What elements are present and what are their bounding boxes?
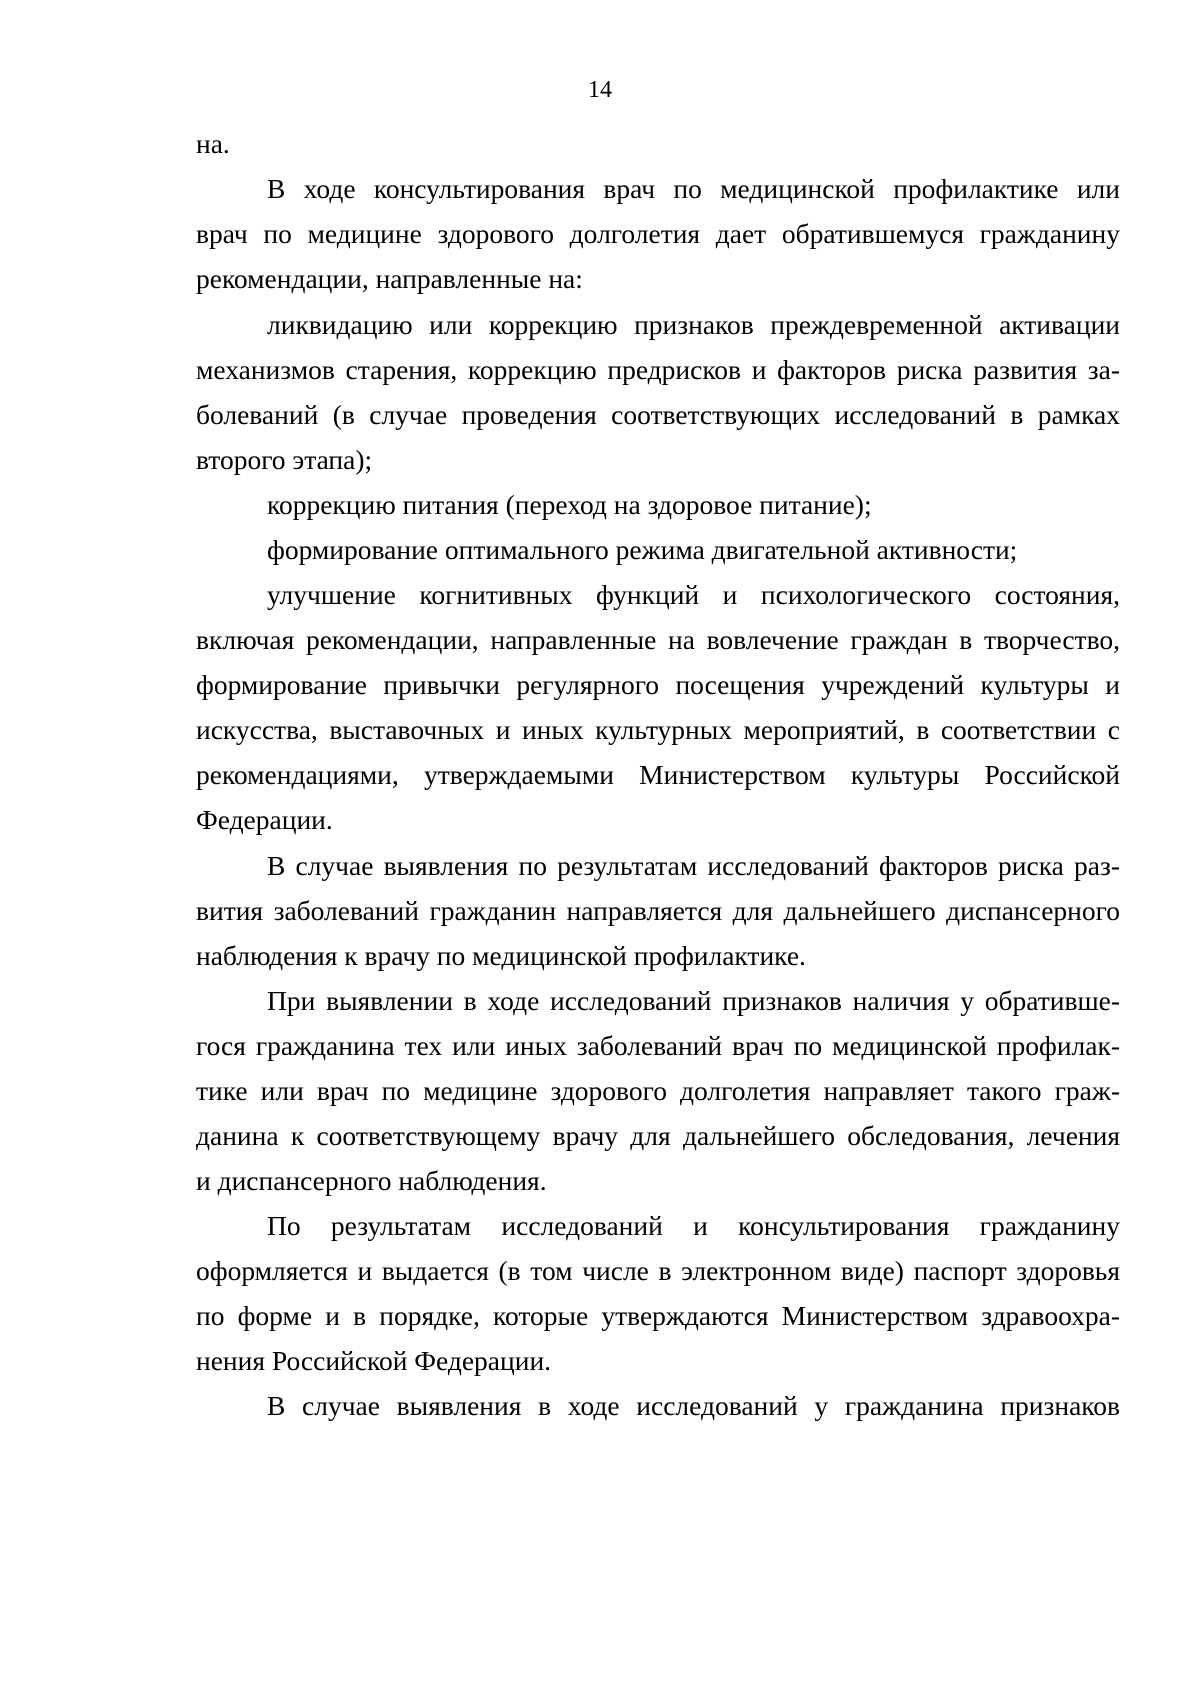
paragraph-first-line: В случае выявления по результатам исследований факторов риска раз-: [267, 850, 1120, 881]
text-line: механизмов старения, коррекцию предрисков и факторов риска развития за-: [196, 354, 1120, 385]
text-line: включая рекомендации, направленные на вовлечение граждан в творчество,: [196, 624, 1120, 655]
paragraph-first-line: коррекцию питания (переход на здоровое питание);: [267, 489, 872, 520]
page-number: 14: [588, 77, 612, 103]
text-line: на.: [196, 128, 230, 159]
paragraph-first-line: ликвидацию или коррекцию признаков преждевременной активации: [267, 309, 1120, 340]
text-line: наблюдения к врачу по медицинской профилактике.: [196, 940, 806, 971]
text-line: Федерации.: [196, 804, 333, 835]
paragraph-first-line: улучшение когнитивных функций и психологического состояния,: [267, 579, 1120, 610]
text-line: второго этапа);: [196, 444, 373, 475]
text-line: данина к соответствующему врачу для дальнейшего обследования, лечения: [196, 1120, 1120, 1151]
paragraph-first-line: При выявлении в ходе исследований признаков наличия у обративше-: [267, 985, 1120, 1016]
paragraph-first-line: формирование оптимального режима двигательной активности;: [267, 534, 1018, 565]
text-line: по форме и в порядке, которые утверждаются Министерством здравоохра-: [196, 1300, 1120, 1331]
text-line: тике или врач по медицине здорового долголетия направляет такого граж-: [196, 1075, 1120, 1106]
paragraph-first-line: В ходе консультирования врач по медицинской профилактике или: [267, 173, 1120, 204]
paragraph-first-line: По результатам исследований и консультирования гражданину: [267, 1210, 1120, 1241]
text-line: искусства, выставочных и иных культурных мероприятий, в соответствии с: [196, 714, 1120, 745]
text-line: гося гражданина тех или иных заболеваний врач по медицинской профилак-: [196, 1030, 1120, 1061]
text-line: рекомендациями, утверждаемыми Министерством культуры Российской: [196, 759, 1120, 790]
text-line: вития заболеваний гражданин направляется для дальнейшего диспансерного: [196, 895, 1120, 926]
text-line: врач по медицине здорового долголетия дает обратившемуся гражданину: [196, 218, 1120, 249]
text-line: и диспансерного наблюдения.: [196, 1165, 547, 1196]
text-line: болеваний (в случае проведения соответствующих исследований в рамках: [196, 399, 1120, 430]
text-line: формирование привычки регулярного посещения учреждений культуры и: [196, 669, 1120, 700]
paragraph-first-line: В случае выявления в ходе исследований у гражданина признаков: [267, 1390, 1120, 1421]
text-line: нения Российской Федерации.: [196, 1345, 552, 1376]
text-line: рекомендации, направленные на:: [196, 263, 583, 294]
text-line: оформляется и выдается (в том числе в электронном виде) паспорт здоровья: [196, 1255, 1120, 1286]
